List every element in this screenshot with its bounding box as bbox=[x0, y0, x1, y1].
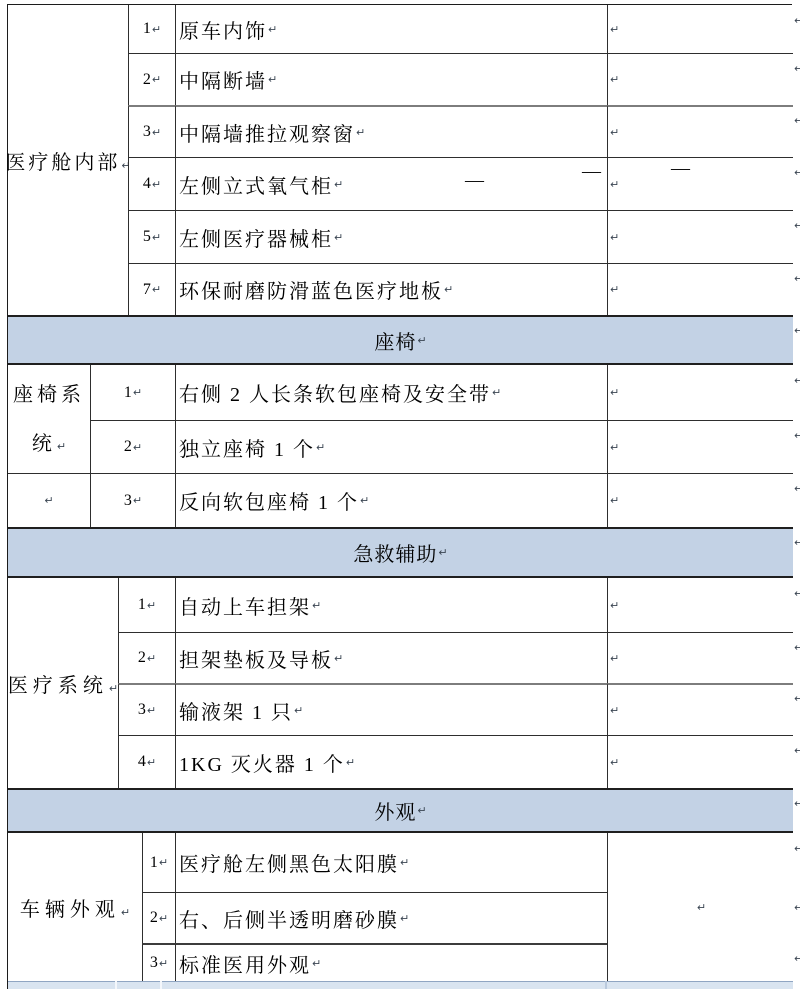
na-dash: — bbox=[671, 158, 690, 179]
item-description: 担架垫板及导板 bbox=[179, 649, 333, 672]
pilcrow-mark bbox=[794, 744, 800, 757]
pilcrow-mark bbox=[152, 231, 161, 244]
category-label: 医疗舱内部 bbox=[5, 151, 121, 174]
item-description-cell[interactable] bbox=[175, 735, 607, 788]
remark-cell[interactable] bbox=[607, 735, 793, 788]
pilcrow-mark bbox=[610, 283, 619, 296]
item-description: 医疗舱左侧黑色太阳膜 bbox=[179, 854, 399, 876]
section-header-appearance[interactable] bbox=[8, 788, 793, 833]
item-description-cell[interactable] bbox=[175, 5, 607, 53]
remark-cell[interactable] bbox=[607, 53, 793, 105]
row-number: 4 bbox=[137, 753, 146, 770]
item-description-cell[interactable] bbox=[175, 420, 607, 473]
row-number-cell[interactable] bbox=[128, 5, 175, 53]
row-number-cell[interactable] bbox=[142, 833, 175, 892]
row-number-cell[interactable] bbox=[90, 473, 175, 527]
item-description: 输液架 1 只 bbox=[179, 701, 293, 724]
category-cell-seats[interactable] bbox=[8, 365, 90, 473]
pilcrow-mark bbox=[794, 797, 800, 810]
pilcrow-mark bbox=[610, 599, 619, 612]
pilcrow-mark bbox=[610, 494, 619, 507]
pilcrow-mark bbox=[294, 704, 303, 717]
pilcrow-mark bbox=[794, 536, 800, 549]
item-description-cell[interactable] bbox=[175, 632, 607, 683]
pilcrow-mark bbox=[312, 599, 321, 612]
row-number-cell[interactable] bbox=[90, 420, 175, 473]
partial-row-divider bbox=[605, 981, 607, 989]
pilcrow-mark bbox=[794, 324, 800, 337]
remark-cell[interactable] bbox=[607, 632, 793, 683]
row-number-cell[interactable] bbox=[142, 892, 175, 943]
row-number-cell[interactable] bbox=[128, 263, 175, 315]
category-cell-cabin[interactable] bbox=[5, 5, 128, 315]
pilcrow-mark bbox=[360, 494, 369, 507]
remark-cell[interactable] bbox=[607, 263, 793, 315]
remark-cell[interactable] bbox=[607, 210, 793, 263]
remark-cell[interactable] bbox=[607, 473, 793, 527]
pilcrow-mark bbox=[794, 374, 800, 387]
pilcrow-mark bbox=[159, 957, 168, 970]
item-description: 标准医用外观 bbox=[179, 954, 311, 977]
item-description-cell[interactable] bbox=[175, 833, 607, 892]
partial-row-divider bbox=[115, 981, 117, 989]
pilcrow-mark bbox=[794, 114, 800, 127]
section-header-seats[interactable] bbox=[8, 315, 793, 365]
section-header-label: 急救辅助 bbox=[353, 544, 438, 566]
remark-cell[interactable] bbox=[607, 578, 793, 632]
pilcrow-mark bbox=[334, 231, 343, 244]
pilcrow-mark bbox=[610, 756, 619, 769]
category-cell-empty[interactable] bbox=[8, 473, 90, 527]
item-description: 自动上车担架 bbox=[179, 596, 311, 619]
na-dash: — bbox=[582, 161, 601, 182]
row-number: 5 bbox=[142, 228, 151, 245]
pilcrow-mark bbox=[147, 599, 156, 612]
remark-cell[interactable] bbox=[607, 105, 793, 157]
pilcrow-mark bbox=[44, 494, 53, 507]
pilcrow-mark bbox=[610, 704, 619, 717]
section-header-aid[interactable] bbox=[8, 527, 793, 578]
pilcrow-mark bbox=[610, 231, 619, 244]
item-description: 反向软包座椅 1 个 bbox=[179, 492, 359, 514]
pilcrow-mark bbox=[794, 901, 800, 914]
item-description-cell[interactable] bbox=[175, 210, 607, 263]
remark-cell[interactable] bbox=[607, 683, 793, 735]
row-number: 2 bbox=[137, 649, 146, 666]
pilcrow-mark bbox=[152, 283, 161, 296]
row-number: 2 bbox=[149, 909, 158, 926]
row-number-cell[interactable] bbox=[118, 632, 175, 683]
row-number: 2 bbox=[123, 438, 132, 455]
pilcrow-mark bbox=[444, 283, 453, 296]
pilcrow-mark bbox=[794, 429, 800, 442]
pilcrow-mark bbox=[794, 842, 800, 855]
row-number-cell[interactable] bbox=[118, 735, 175, 788]
item-description: 左侧立式氧气柜 bbox=[179, 175, 333, 198]
pilcrow-mark bbox=[794, 952, 800, 965]
pilcrow-mark bbox=[334, 652, 343, 665]
pilcrow-mark bbox=[268, 23, 277, 36]
remark-cell-merged[interactable] bbox=[607, 833, 793, 981]
item-description: 中隔断墙 bbox=[179, 71, 267, 93]
pilcrow-mark bbox=[610, 386, 619, 399]
row-number: 1 bbox=[149, 853, 158, 871]
partial-row-divider bbox=[160, 981, 162, 989]
pilcrow-mark bbox=[147, 756, 156, 769]
item-description-cell[interactable] bbox=[175, 578, 607, 632]
remark-cell[interactable] bbox=[607, 157, 793, 210]
pilcrow-mark bbox=[794, 166, 800, 179]
pilcrow-mark bbox=[417, 334, 426, 347]
category-label: 座椅系统 bbox=[13, 383, 85, 455]
pilcrow-mark bbox=[147, 652, 156, 665]
row-number-cell[interactable] bbox=[90, 365, 175, 420]
item-description: 独立座椅 1 个 bbox=[179, 438, 315, 461]
pilcrow-mark bbox=[356, 126, 365, 139]
pilcrow-mark bbox=[610, 73, 619, 86]
remark-cell[interactable] bbox=[607, 365, 793, 420]
pilcrow-mark bbox=[610, 178, 619, 191]
pilcrow-mark bbox=[794, 62, 800, 75]
row-number: 4 bbox=[142, 175, 151, 192]
pilcrow-mark bbox=[147, 704, 156, 717]
row-number-cell[interactable] bbox=[118, 578, 175, 632]
row-number: 3 bbox=[142, 123, 151, 140]
pilcrow-mark bbox=[312, 957, 321, 970]
item-description-cell[interactable] bbox=[175, 53, 607, 105]
item-description-cell[interactable] bbox=[175, 943, 607, 981]
item-description: 右、后侧半透明磨砂膜 bbox=[179, 909, 399, 932]
item-description-cell[interactable] bbox=[175, 892, 607, 943]
row-number-cell[interactable] bbox=[128, 210, 175, 263]
pilcrow-mark bbox=[794, 14, 800, 27]
row-number-cell[interactable] bbox=[118, 683, 175, 735]
pilcrow-mark bbox=[152, 178, 161, 191]
pilcrow-mark bbox=[610, 441, 619, 454]
item-description: 中隔墙推拉观察窗 bbox=[179, 123, 355, 146]
pilcrow-mark bbox=[417, 804, 426, 817]
pilcrow-mark bbox=[492, 386, 501, 399]
row-number: 2 bbox=[142, 70, 151, 88]
pilcrow-mark bbox=[159, 856, 168, 869]
row-number: 3 bbox=[123, 491, 132, 509]
pilcrow-mark bbox=[334, 178, 343, 191]
row-number: 1 bbox=[137, 596, 146, 613]
item-description-cell[interactable] bbox=[175, 263, 607, 315]
item-description-cell[interactable] bbox=[175, 473, 607, 527]
pilcrow-mark bbox=[438, 546, 447, 559]
pilcrow-mark bbox=[152, 23, 161, 36]
pilcrow-mark bbox=[794, 219, 800, 232]
row-number-cell[interactable] bbox=[142, 943, 175, 981]
pilcrow-mark bbox=[57, 440, 66, 453]
category-cell-medical[interactable] bbox=[8, 578, 118, 788]
category-cell-exterior[interactable] bbox=[8, 833, 142, 981]
section-header-label: 外观 bbox=[374, 802, 417, 824]
remark-cell[interactable] bbox=[607, 5, 793, 53]
item-description: 右侧 2 人长条软包座椅及安全带 bbox=[179, 384, 491, 406]
pilcrow-mark bbox=[346, 756, 355, 769]
item-description: 环保耐磨防滑蓝色医疗地板 bbox=[179, 281, 443, 303]
pilcrow-mark bbox=[697, 901, 706, 914]
pilcrow-mark bbox=[794, 482, 800, 495]
row-number-cell[interactable] bbox=[128, 53, 175, 105]
pilcrow-mark bbox=[109, 682, 118, 695]
item-description: 1KG 灭火器 1 个 bbox=[179, 753, 345, 776]
section-header-label: 座椅 bbox=[374, 331, 417, 354]
item-description-cell[interactable] bbox=[175, 105, 607, 157]
item-description: 左侧医疗器械柜 bbox=[179, 228, 333, 251]
pilcrow-mark bbox=[400, 856, 409, 869]
pilcrow-mark bbox=[133, 386, 142, 399]
pilcrow-mark bbox=[400, 912, 409, 925]
pilcrow-mark bbox=[794, 587, 800, 600]
row-number: 3 bbox=[149, 954, 158, 971]
pilcrow-mark bbox=[610, 126, 619, 139]
item-description: 原车内饰 bbox=[179, 20, 267, 43]
remark-cell[interactable] bbox=[607, 420, 793, 473]
pilcrow-mark bbox=[794, 272, 800, 285]
item-description-cell[interactable] bbox=[175, 365, 607, 420]
pilcrow-mark bbox=[610, 23, 619, 36]
category-label: 车辆外观 bbox=[19, 898, 120, 921]
pilcrow-mark bbox=[794, 641, 800, 654]
item-description-cell[interactable] bbox=[175, 157, 607, 210]
pilcrow-mark bbox=[133, 441, 142, 454]
row-number-cell[interactable] bbox=[128, 157, 175, 210]
row-number: 1 bbox=[142, 20, 151, 37]
pilcrow-mark bbox=[268, 73, 277, 86]
pilcrow-mark bbox=[152, 73, 161, 86]
pilcrow-mark bbox=[133, 494, 142, 507]
row-number: 1 bbox=[123, 383, 132, 401]
pilcrow-mark bbox=[159, 912, 168, 925]
na-dash: — bbox=[465, 170, 484, 191]
row-number: 7 bbox=[142, 280, 151, 298]
pilcrow-mark bbox=[794, 692, 800, 705]
row-number: 3 bbox=[137, 701, 146, 718]
item-description-cell[interactable] bbox=[175, 683, 607, 735]
partial-next-row bbox=[8, 981, 793, 989]
pilcrow-mark bbox=[610, 652, 619, 665]
pilcrow-mark bbox=[316, 441, 325, 454]
category-label: 医疗系统 bbox=[7, 674, 108, 697]
pilcrow-mark bbox=[152, 126, 161, 139]
pilcrow-mark bbox=[121, 906, 130, 919]
row-number-cell[interactable] bbox=[128, 105, 175, 157]
